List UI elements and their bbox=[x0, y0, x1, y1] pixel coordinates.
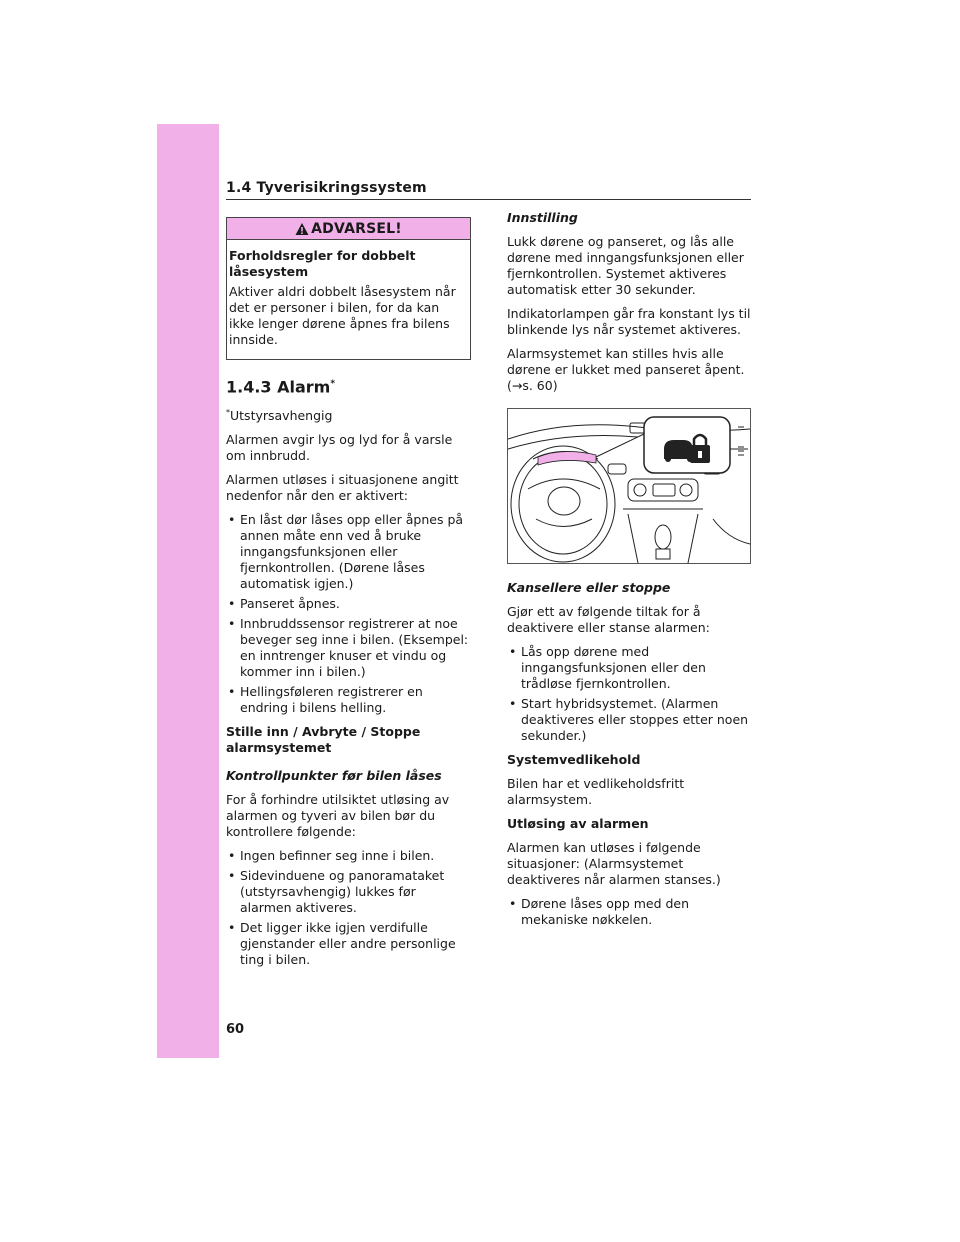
subheading: Kontrollpunkter før bilen låses bbox=[226, 768, 442, 784]
paragraph: For å forhindre utilsiktet utløsing av alarmen og tyveri av bilen bør du kontrollere følgende: bbox=[226, 792, 450, 840]
bullet-list bbox=[507, 896, 751, 928]
paragraph: Alarmen utløses i situasjonene angitt nedenfor når den er aktivert: bbox=[226, 472, 459, 504]
right-column bbox=[507, 210, 751, 936]
paragraph: Gjør ett av følgende tiltak for å deaktivere eller stanse alarmen: bbox=[507, 604, 710, 635]
left-column bbox=[226, 217, 471, 976]
warning-icon bbox=[295, 222, 309, 236]
subheading: Utløsing av alarmen bbox=[507, 816, 649, 831]
list-item: • Sidevinduene og panoramataket (utstyrsavhengig) lukkes før alarmen aktiveres. bbox=[226, 868, 471, 916]
warning-title: ADVARSEL! bbox=[311, 220, 402, 237]
subheading: Systemvedlikehold bbox=[507, 752, 641, 767]
warning-heading: Forholdsregler for dobbelt låsesystem bbox=[229, 248, 416, 279]
warning-text: Aktiver aldri dobbelt låsesystem når det er personer i bilen, for da kan ikke lenger dørene åpnes fra bilens innside. bbox=[229, 284, 456, 347]
paragraph: Lukk dørene og panseret, og lås alle dørene med inngangsfunksjonen eller fjernkontrollen. Systemet aktiveres automatisk etter 30 sekunder. bbox=[507, 234, 744, 297]
list-item: • Lås opp dørene med inngangsfunksjonen eller den trådløse fjernkontrollen. bbox=[507, 644, 751, 692]
paragraph: Bilen har et vedlikeholdsfritt alarmsystem. bbox=[507, 776, 685, 807]
list-item: • Det ligger ikke igjen verdifulle gjenstander eller andre personlige ting i bilen. bbox=[226, 920, 471, 968]
list-item: • Panseret åpnes. bbox=[226, 596, 471, 612]
list-item: • Ingen befinner seg inne i bilen. bbox=[226, 848, 471, 864]
bullet-list bbox=[226, 848, 471, 968]
dashboard-illustration bbox=[507, 408, 751, 564]
subheading: Innstilling bbox=[507, 210, 578, 225]
paragraph: Alarmen avgir lys og lyd for å varsle om innbrudd. bbox=[226, 432, 453, 464]
bullet-list bbox=[226, 512, 471, 716]
list-item: • En låst dør låses opp eller åpnes på annen måte enn ved å bruke inngangsfunksjonen eller fjernkontrollen. (Dørene låses automatisk igjen.) bbox=[226, 512, 471, 592]
warning-header bbox=[227, 218, 470, 240]
page-number: 60 bbox=[226, 1022, 245, 1037]
dashboard-drawing bbox=[508, 409, 750, 563]
footnote-mark: * bbox=[226, 408, 230, 418]
warning-box bbox=[226, 217, 471, 360]
footnote-text: Utstyrsavhengig bbox=[230, 408, 333, 424]
section-heading bbox=[226, 376, 471, 395]
list-item: • Dørene låses opp med den mekaniske nøkkelen. bbox=[507, 896, 751, 928]
header-rule bbox=[226, 199, 751, 200]
subheading: Stille inn / Avbryte / Stoppe alarmsystemet bbox=[226, 724, 421, 756]
section-header: 1.4 Tyverisikringssystem bbox=[226, 180, 427, 196]
footnote bbox=[226, 405, 471, 424]
paragraph: Indikatorlampen går fra konstant lys til blinkende lys når systemet aktiveres. bbox=[507, 306, 751, 337]
side-strip bbox=[157, 124, 219, 1058]
warning-body bbox=[227, 240, 470, 359]
section-mark: * bbox=[330, 379, 336, 389]
paragraph: Alarmsystemet kan stilles hvis alle dørene er lukket med panseret åpent. (→s. 60) bbox=[507, 346, 745, 393]
section-title: 1.4.3 Alarm bbox=[226, 377, 331, 397]
subheading: Kansellere eller stoppe bbox=[507, 580, 671, 595]
list-item: • Innbruddssensor registrerer at noe beveger seg inne i bilen. (Eksempel: en inntrenger knuser et vindu og kommer inn i bilen.) bbox=[226, 616, 471, 680]
bullet-list bbox=[507, 644, 751, 744]
paragraph: Alarmen kan utløses i følgende situasjoner: (Alarmsystemet deaktiveres når alarmen stanses.) bbox=[507, 840, 721, 887]
list-item: • Start hybridsystemet. (Alarmen deaktiveres eller stoppes etter noen sekunder.) bbox=[507, 696, 751, 744]
list-item: • Hellingsføleren registrerer en endring i bilens helling. bbox=[226, 684, 471, 716]
